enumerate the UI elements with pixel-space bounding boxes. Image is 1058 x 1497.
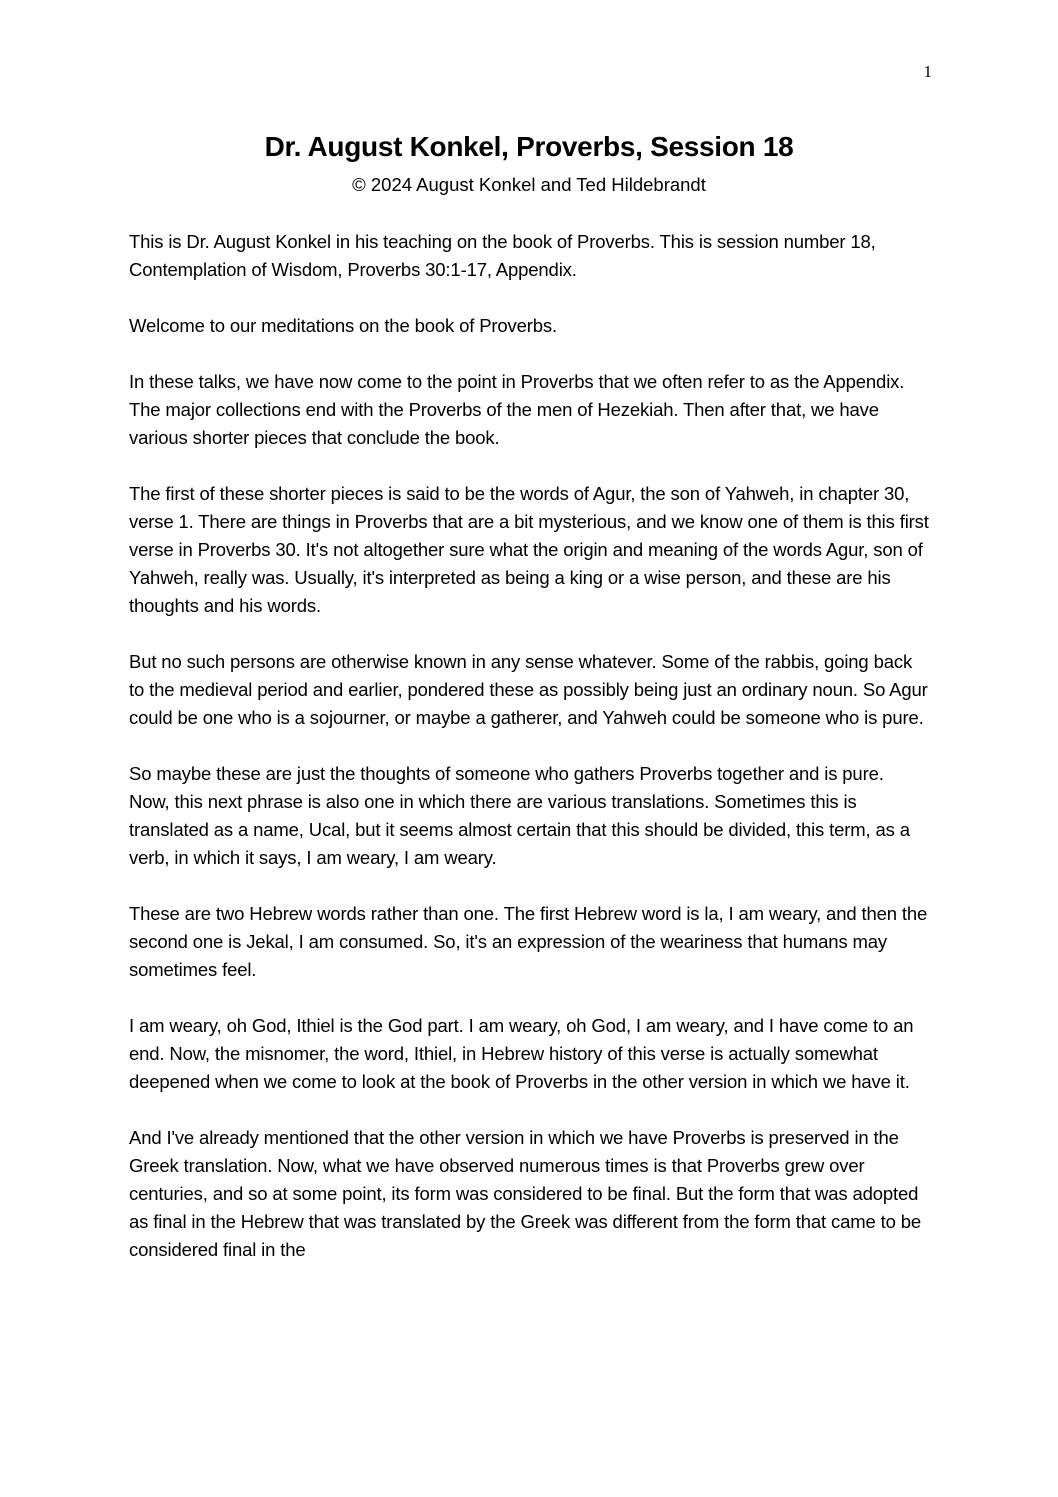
paragraph: Welcome to our meditations on the book of Proverbs.	[129, 315, 558, 336]
paragraph: The first of these shorter pieces is said to be the words of Agur, the son of Yahweh, in chapter 30, verse 1. There are things in Proverbs that are a bit mysterious, and we know one of them is this first verse in Proverbs 30. It's not altogether sure what the origin and meaning of the words Agur, son of Yahweh, really was. Usually, it's interpreted as being a king or a wise person, and these are his thoughts and his words.	[129, 483, 929, 616]
paragraph: I am weary, oh God, Ithiel is the God part. I am weary, oh God, I am weary, and I have come to an end. Now, the misnomer, the word, Ithiel, in Hebrew history of this verse is actually somewhat deepened when we come to look at the book of Proverbs in the other version in which we have it.	[129, 1015, 914, 1092]
page-number: 1	[923, 62, 932, 81]
paragraph: And I've already mentioned that the other version in which we have Proverbs is preserved in the Greek translation. Now, what we have observed numerous times is that Proverbs grew over centuries, and so at some point, its form was considered to be final. But the form that was adopted as final in the Hebrew that was translated by the Greek was different from the form that came to be considered final in the	[129, 1127, 922, 1260]
paragraph: So maybe these are just the thoughts of someone who gathers Proverbs together and is pure. Now, this next phrase is also one in which there are various translations. Sometimes this is translated as a name, Ucal, but it seems almost certain that this should be divided, this term, as a verb, in which it says, I am weary, I am weary.	[129, 763, 910, 868]
paragraph: But no such persons are otherwise known in any sense whatever. Some of the rabbis, going back to the medieval period and earlier, pondered these as possibly being just an ordinary noun. So Agur could be one who is a sojourner, or maybe a gatherer, and Yahweh could be someone who is pure.	[129, 651, 928, 728]
paragraph: These are two Hebrew words rather than one. The first Hebrew word is la, I am weary, and then the second one is Jekal, I am consumed. So, it's an expression of the weariness that humans may sometimes feel.	[129, 903, 928, 980]
document-body	[129, 228, 929, 1292]
paragraph: This is Dr. August Konkel in his teaching on the book of Proverbs. This is session number 18, Contemplation of Wisdom, Proverbs 30:1-17, Appendix.	[129, 231, 876, 280]
document-title: Dr. August Konkel, Proverbs, Session 18	[264, 131, 794, 162]
paragraph: In these talks, we have now come to the point in Proverbs that we often refer to as the Appendix. The major collections end with the Proverbs of the men of Hezekiah. Then after that, we have various shorter pieces that conclude the book.	[129, 371, 905, 448]
copyright-line: © 2024 August Konkel and Ted Hildebrandt	[352, 174, 706, 195]
